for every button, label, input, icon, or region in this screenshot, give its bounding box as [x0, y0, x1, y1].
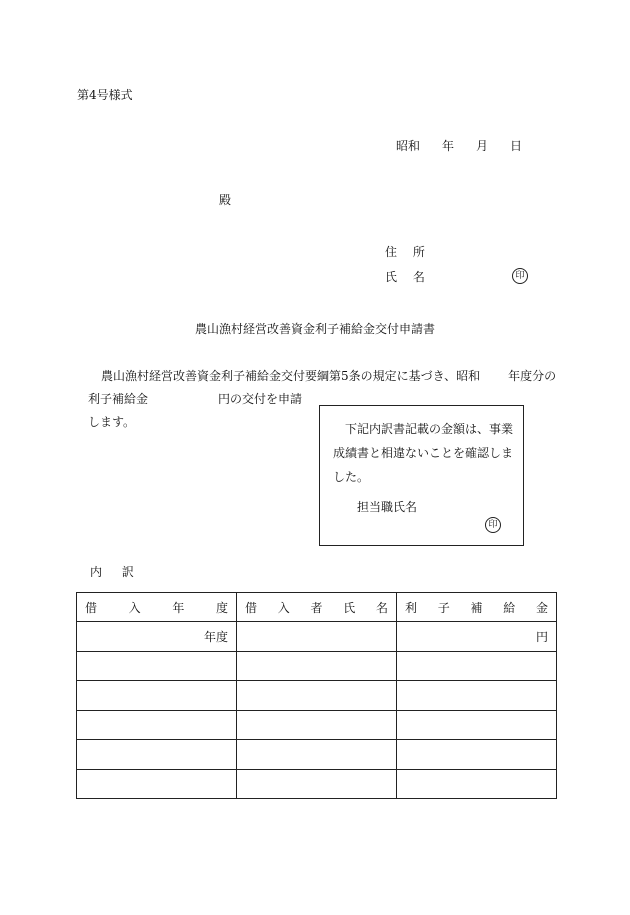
header-char: 借 — [85, 600, 98, 615]
official-seal-icon: 印 — [485, 517, 501, 533]
header-char: 年 — [172, 600, 185, 615]
confirmation-line-2: 成績書と相違ないことを確認しま — [333, 446, 514, 460]
col-header-loan-year-text — [85, 599, 228, 616]
table-row — [77, 622, 557, 651]
breakdown-label: 内 訳 — [90, 565, 142, 579]
table-cell — [77, 681, 237, 710]
document-title: 農山漁村経営改善資金利子補給金交付申請書 — [195, 322, 436, 336]
table-row — [77, 769, 557, 798]
body-line-1-tail: 年度分の — [508, 369, 557, 383]
confirmation-line-1: 下記内訳書記載の金額は、事業 — [345, 422, 514, 436]
table-row — [77, 651, 557, 680]
header-char: 入 — [128, 600, 141, 615]
body-line-1-text: 農山漁村経営改善資金利子補給金交付要綱第5条の規定に基づき、昭和 — [101, 369, 481, 383]
body-line-2 — [88, 390, 302, 407]
table-cell — [237, 651, 397, 680]
col-header-borrower-name-text — [245, 599, 388, 616]
name-label: 氏 名 — [385, 270, 431, 284]
table-cell — [397, 651, 557, 680]
header-char: 入 — [277, 600, 290, 615]
header-char: 名 — [375, 600, 388, 615]
table-cell — [237, 681, 397, 710]
table-row — [77, 740, 557, 769]
header-char: 補 — [470, 600, 483, 615]
table-cell — [397, 740, 557, 769]
header-char: 氏 — [343, 600, 356, 615]
table-cell — [77, 651, 237, 680]
header-char: 金 — [535, 600, 548, 615]
table-cell — [397, 769, 557, 798]
body-line-2-tail: 円の交付を申請 — [218, 392, 303, 406]
col-header-interest-subsidy — [397, 593, 557, 622]
official-name-label: 担当職氏名 — [357, 500, 418, 514]
address-label: 住 所 — [385, 245, 431, 259]
table-cell — [77, 740, 237, 769]
form-number: 第4号様式 — [77, 88, 133, 102]
header-char: 者 — [310, 600, 323, 615]
table-cell — [77, 769, 237, 798]
date-line — [396, 137, 522, 154]
table-cell — [237, 740, 397, 769]
addressee-suffix: 殿 — [219, 193, 232, 207]
date-year: 年 — [442, 139, 455, 153]
breakdown-table — [76, 592, 557, 799]
date-era: 昭和 — [396, 139, 421, 153]
header-char: 借 — [245, 600, 258, 615]
col-header-interest-subsidy-text — [405, 599, 548, 616]
col-header-loan-year — [77, 593, 237, 622]
table-cell — [397, 681, 557, 710]
header-char: 給 — [503, 600, 516, 615]
table-cell — [397, 710, 557, 739]
body-line-3: します。 — [88, 415, 136, 429]
confirmation-line-3: した。 — [333, 470, 370, 484]
table-cell — [237, 710, 397, 739]
body-line-1 — [101, 367, 556, 384]
cell-yen-unit: 円 — [397, 622, 557, 651]
cell-year-unit: 年度 — [77, 622, 237, 651]
table-cell — [237, 769, 397, 798]
table-row — [77, 710, 557, 739]
header-char: 度 — [215, 600, 228, 615]
header-char: 利 — [405, 600, 418, 615]
table-cell — [77, 710, 237, 739]
cell-borrower — [237, 622, 397, 651]
date-month: 月 — [476, 139, 489, 153]
applicant-seal-icon: 印 — [512, 268, 528, 284]
header-char: 子 — [437, 600, 450, 615]
body-line-2-text: 利子補給金 — [88, 392, 149, 406]
confirmation-box — [319, 405, 524, 546]
col-header-borrower-name — [237, 593, 397, 622]
date-day: 日 — [510, 139, 523, 153]
table-header-row — [77, 593, 557, 622]
table-row — [77, 681, 557, 710]
